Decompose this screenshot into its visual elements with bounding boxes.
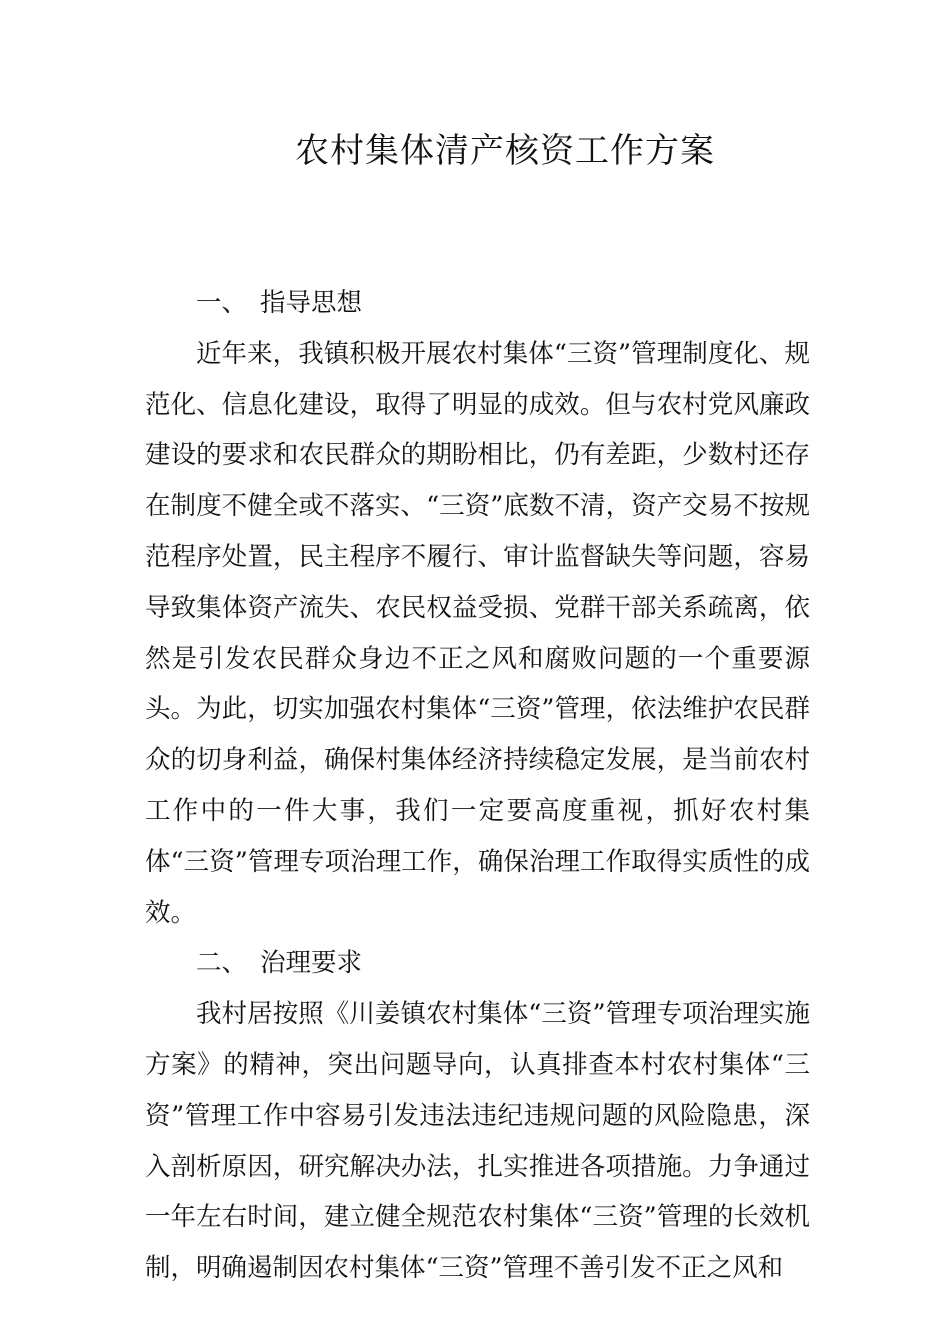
section-paragraph: 我村居按照《川姜镇农村集体“三资”管理专项治理实施方案》的精神，突出问题导向，认真排查本村农村集体“三资”管理工作中容易引发违法违纪违规问题的风险隐患，深入剖析原因，研究解决办法，扎实推进各项措施。力争通过一年左右时间，建立健全规范农村集体“三资”管理的长效机制，明确遏制因农村集体“三资”管理不善引发不正之风和 <box>145 999 810 1284</box>
section-number: 二、 <box>196 948 248 979</box>
document-body <box>145 278 810 1294</box>
section-heading-text: 指导思想 <box>260 288 363 318</box>
section-heading-text: 治理要求 <box>260 948 363 979</box>
section-heading-governance-requirements <box>145 938 810 989</box>
section-number: 一、 <box>196 288 248 318</box>
section-paragraph: 近年来，我镇积极开展农村集体“三资”管理制度化、规范化、信息化建设，取得了明显的成效。但与农村党风廉政建设的要求和农民群众的期盼相比，仍有差距，少数村还存在制度不健全或不落实、“三资”底数不清，资产交易不按规范程序处置，民主程序不履行、审计监督缺失等问题，容易导致集体资产流失、农民权益受损、党群干部关系疏离，依然是引发农民群众身边不正之风和腐败问题的一个重要源头。为此，切实加强农村集体“三资”管理，依法维护农民群众的切身利益，确保村集体经济持续稳定发展，是当前农村工作中的一件大事，我们一定要高度重视，抓好农村集体“三资”管理专项治理工作，确保治理工作取得实质性的成效。 <box>145 338 810 928</box>
section-heading-guiding-ideology <box>145 278 810 329</box>
document-title: 农村集体清产核资工作方案 <box>295 131 715 171</box>
